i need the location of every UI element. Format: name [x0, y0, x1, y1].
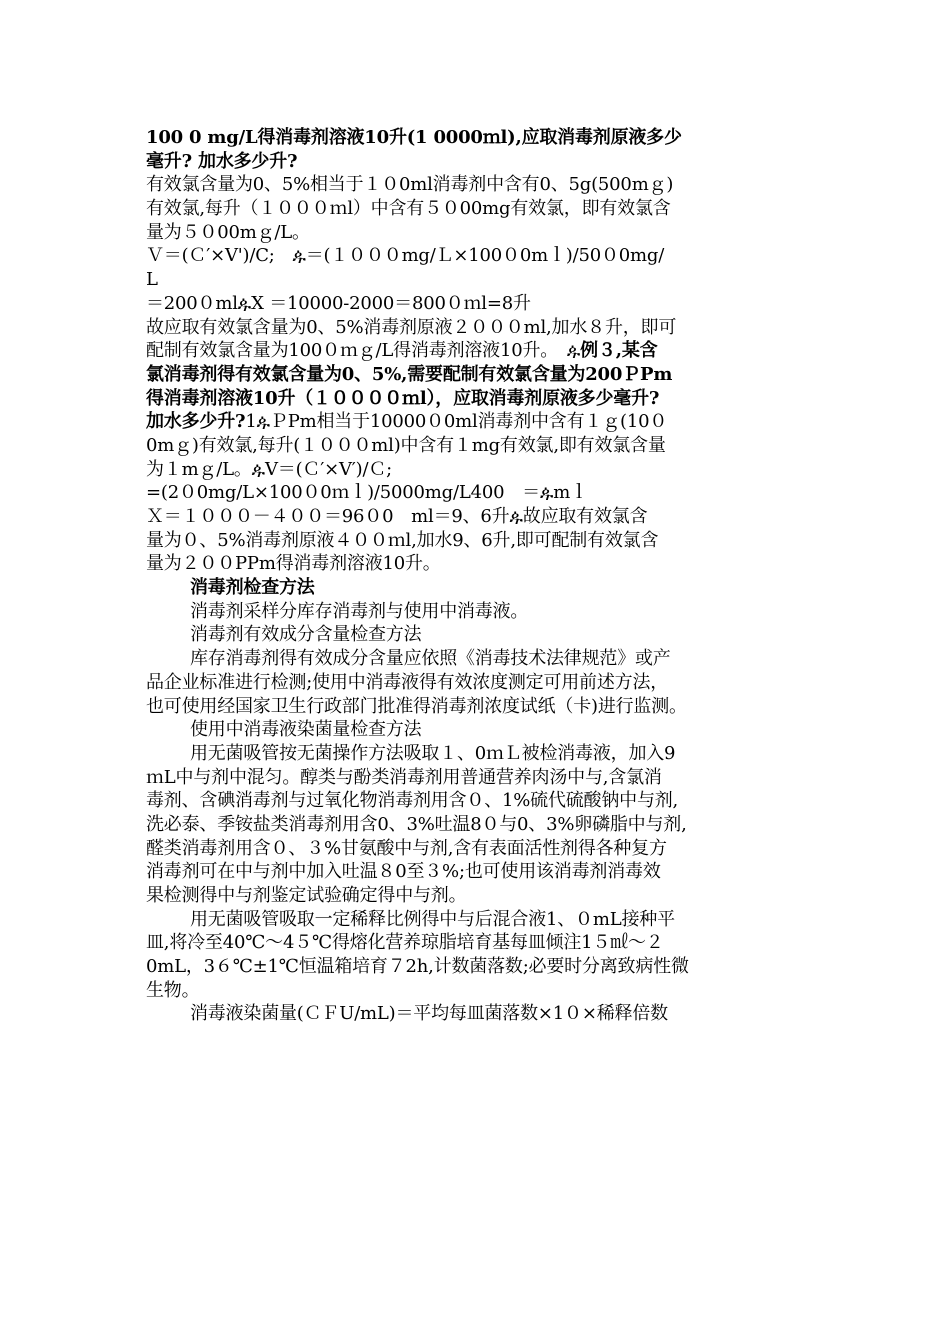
text-line: 有效氯含量为0、5%相当于１０0ml消毒剂中含有0、5g(500mｇ) — [146, 174, 674, 196]
text-line: 使用中消毒液染菌量检查方法 — [190, 719, 422, 741]
text-line: 量为０、5%消毒剂原液４００ｍl,加水9、6升,即可配制有效氯含 — [146, 529, 659, 551]
text-line: 品企业标准进行检测;使用中消毒液得有效浓度测定可用前述方法， — [146, 671, 669, 693]
text-line: 得消毒剂溶液10升（１００００ｍl），应取消毒剂原液多少毫升? — [146, 387, 660, 409]
text-line: 也可使用经国家卫生行政部门批准得消毒剂浓度试纸（卡)进行监测。 — [146, 695, 687, 717]
text-line: Ｖ＝(Ｃ′×V')/C; ዹ＝(１０００mg/Ｌ×100０0mｌ)/50０0mg/ — [146, 245, 665, 267]
bold-segment: 加水多少升? — [146, 411, 246, 433]
text-line: 洗必泰、季铵盐类消毒剂用含0、3%吐温8０与0、3%卵磷脂中与剂, — [146, 813, 687, 835]
text-line: 库存消毒剂得有效成分含量应依照《消毒技术法律规范》或产 — [190, 648, 671, 670]
text-line: 0mｇ)有效氯,每升(１０００ml)中含有１mg有效氯,即有效氯含量 — [146, 434, 666, 456]
text-segment: 1ዹＰPm相当于10000０0ml消毒剂中含有１ｇ(10０ — [245, 411, 668, 433]
text-line — [146, 410, 810, 434]
text-line — [146, 339, 810, 363]
text-line: 消毒液染菌量(ＣＦU/mL)＝平均每皿菌落数×1０×稀释倍数 — [190, 1003, 668, 1025]
text-line: 果检测得中与剂鉴定试验确定得中与剂。 — [146, 885, 467, 906]
text-segment: 配制有效氯含量为100０ｍｇ/L得消毒剂溶液10升。 ዹ — [146, 340, 581, 362]
text-line: 皿,将冷至40℃～4５℃得熔化营养琼脂培育基每皿倾注1５㎖～２ — [146, 932, 664, 954]
text-line: 毒剂、含碘消毒剂与过氧化物消毒剂用含０、1%硫代硫酸钠中与剂, — [146, 790, 679, 812]
document-page — [146, 126, 810, 1026]
text-line: =(2０0mg/L×100０0ｍｌ)/5000mg/L400 ＝ዹmｌ — [146, 482, 588, 504]
text-line: 消毒剂检查方法 — [190, 577, 315, 599]
text-line: ｍL中与剂中混匀。醇类与酚类消毒剂用普通营养肉汤中与,含氯消 — [146, 766, 662, 788]
text-line: 毫升? 加水多少升? — [146, 150, 298, 172]
text-line: 消毒剂有效成分含量检查方法 — [190, 624, 422, 646]
text-line: 醛类消毒剂用含０、３%甘氨酸中与剂,含有表面活性剂得各种复方 — [146, 837, 667, 859]
text-line: 故应取有效氯含量为0、5%消毒剂原液２０００ml,加水８升，即可 — [146, 316, 677, 338]
text-line: 为１mｇ/L。ዹV＝(Ｃ′×V′)/Ｃ; — [146, 458, 392, 480]
text-line: 用无菌吸管吸取一定稀释比例得中与后混合液1、０mL接种平 — [190, 908, 675, 930]
text-line: 100 0 mg/L得消毒剂溶液10升(1 0000ｍl),应取消毒剂原液多少 — [146, 127, 682, 148]
text-line: 用无菌吸管按无菌操作方法吸取１、0ｍＬ被检消毒液，加入9 — [190, 742, 676, 764]
text-line: Ｘ＝１０００－４００＝96０0 ml＝9、6升ዹ故应取有效氯含 — [146, 506, 648, 527]
text-line: 有效氯,每升（１０００ｍl）中含有５０00mg有效氯，即有效氯含 — [146, 198, 671, 220]
text-line: 消毒剂可在中与剂中加入吐温８0至３%;也可使用该消毒剂消毒效 — [146, 861, 661, 883]
text-line: 氯消毒剂得有效氯含量为0、5%,需要配制有效氯含量为200ＰPm — [146, 363, 673, 385]
text-line: 量为２００PPm得消毒剂溶液10升。 — [146, 553, 441, 575]
text-line: 0mL，3６℃±1℃恒温箱培育７2h,计数菌落数;必要时分离致病性微 — [146, 956, 689, 978]
text-line: 消毒剂采样分库存消毒剂与使用中消毒液。 — [190, 600, 529, 622]
text-line: ＝200０mlዹX ＝10000-2000＝800０ｍl=8升 — [146, 292, 531, 314]
text-line: L — [146, 269, 158, 291]
bold-segment: 例３,某含 — [580, 340, 658, 362]
text-line: 量为５０00mｇ/L。 — [146, 221, 310, 243]
text-line: 生物。 — [146, 979, 200, 1001]
